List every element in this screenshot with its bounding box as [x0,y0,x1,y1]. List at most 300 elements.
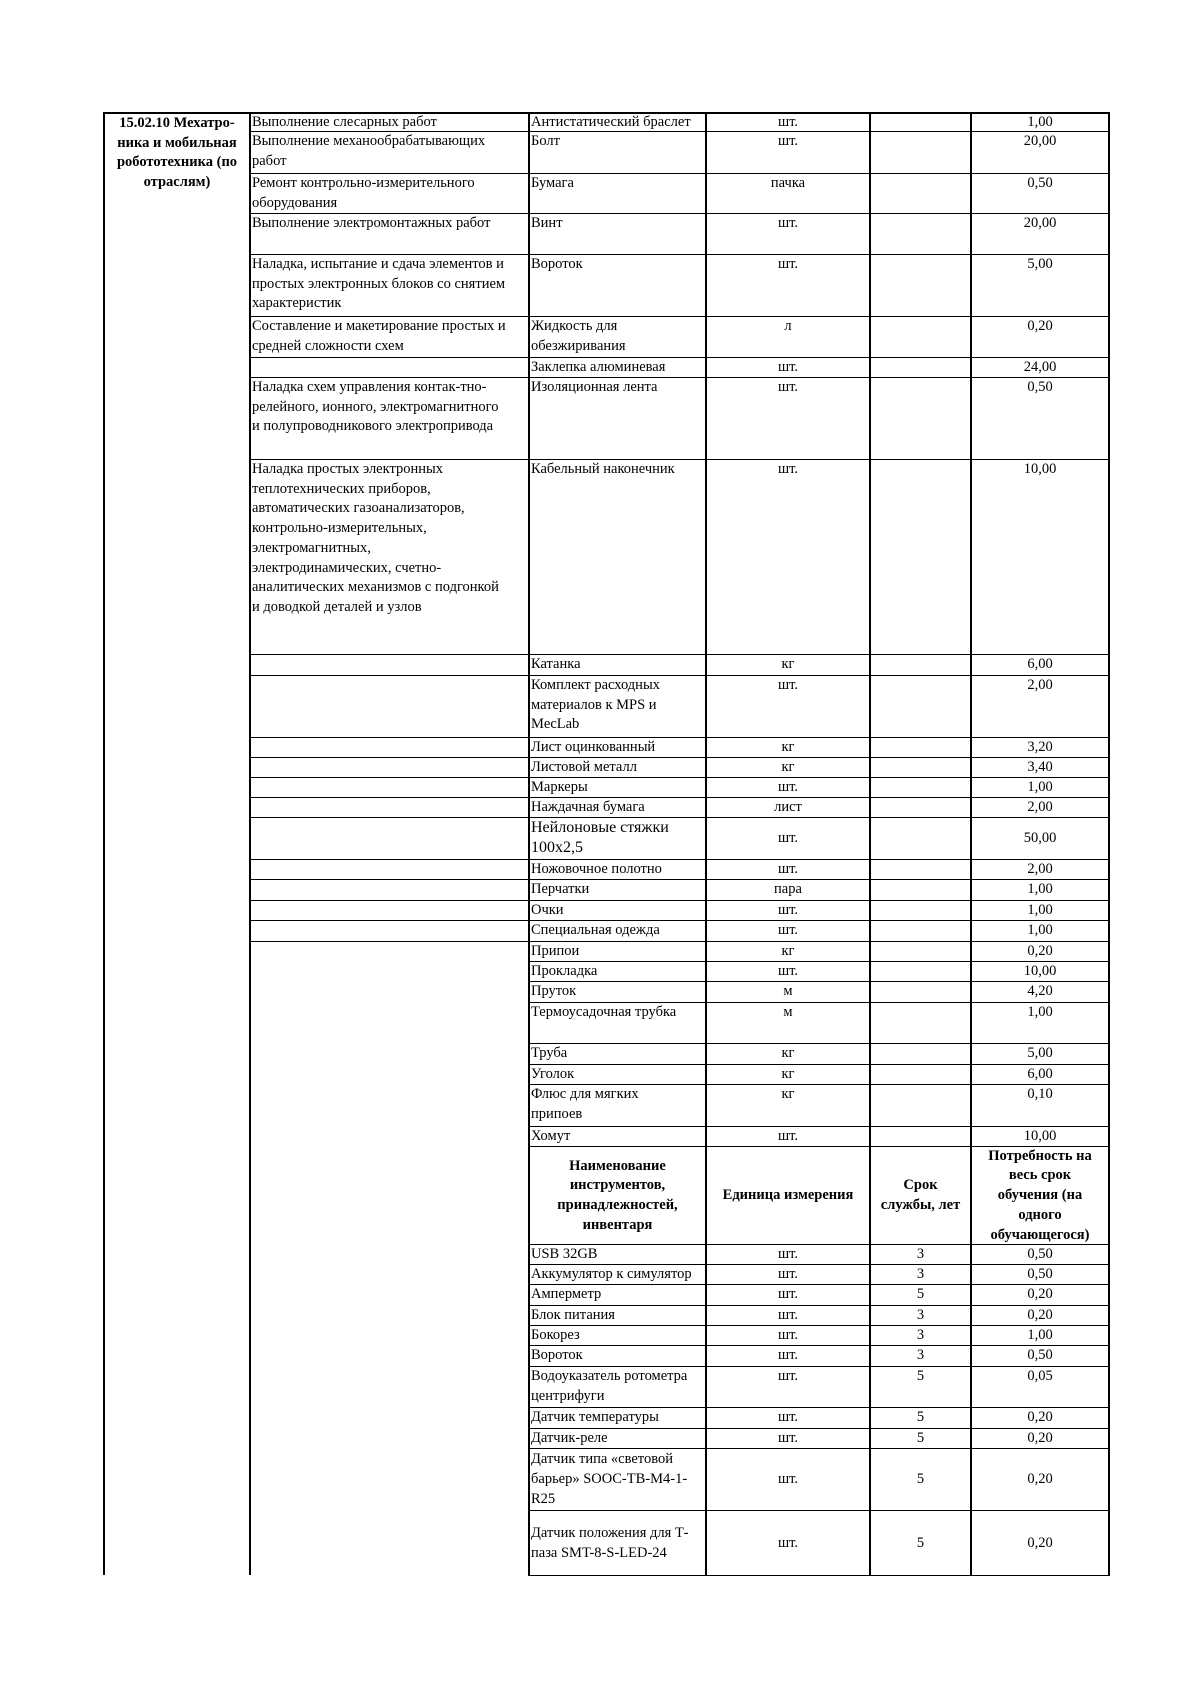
tool-qty-3: 0,20 [1027,1307,1053,1323]
material-unit-23-cell [708,1003,868,1044]
tool-life-1-cell [872,1265,969,1285]
tools-header-name-cell [531,1147,704,1245]
material-qty-17-cell [973,880,1107,901]
tool-life-4-cell [872,1326,969,1346]
material-qty-1-cell [973,132,1107,174]
work-border [249,879,528,880]
material-unit-13: шт. [777,779,799,795]
material-unit-12: кг [781,759,795,775]
material-name-0-cell [531,113,704,132]
material-name-15: Нейлоновые стяжки 100х2,5 [531,819,669,856]
tool-qty-6: 0,05 [1027,1368,1053,1384]
material-unit-6-cell [708,358,868,378]
tool-qty-7-cell [973,1408,1107,1429]
tool-qty-2: 0,20 [1027,1286,1053,1302]
work-item-4-cell [252,255,527,317]
material-qty-23-cell [973,1003,1107,1044]
material-name-2-cell [531,174,704,214]
work-border [249,859,528,860]
material-life-16-cell [872,860,969,880]
tool-life-7: 5 [916,1409,925,1425]
material-name-16-cell [531,860,704,880]
tool-unit-6: шт. [777,1368,799,1384]
tool-life-5-cell [872,1346,969,1367]
material-life-25-cell [872,1065,969,1085]
material-name-23-cell [531,1003,704,1044]
tool-name-2-cell [531,1285,704,1306]
tool-qty-5-cell [973,1346,1107,1367]
material-qty-19-cell [973,921,1107,942]
material-unit-16-cell [708,860,868,880]
tool-qty-0-cell [973,1245,1107,1265]
work-item-5: Составление и макетирование простых и средней сложности схем [252,318,506,354]
material-qty-12-cell [973,758,1107,778]
material-name-10-cell [531,676,704,738]
material-qty-22-cell [973,982,1107,1003]
tool-unit-8-cell [708,1429,868,1449]
material-name-26: Флюс для мягких припоев [531,1086,639,1122]
material-qty-16: 2,00 [1027,861,1053,877]
material-life-0-cell [872,113,969,132]
material-unit-8: шт. [777,461,799,477]
work-item-2-cell [252,174,527,214]
work-item-2: Ремонт контрольно-измерительного оборудования [252,175,475,211]
tool-life-0-cell [872,1245,969,1265]
material-unit-16: шт. [777,861,799,877]
material-unit-1-cell [708,132,868,174]
material-name-5-cell [531,317,704,358]
material-name-7: Изоляционная лента [531,379,658,395]
material-qty-19: 1,00 [1027,922,1053,938]
material-name-12: Листовой металл [531,759,637,775]
tool-name-1: Аккумулятор к симулятор [531,1266,692,1282]
material-name-27: Хомут [531,1128,571,1144]
border-left [103,112,105,1575]
material-qty-16-cell [973,860,1107,880]
tool-name-3: Блок питания [531,1307,615,1323]
material-name-7-cell [531,378,704,460]
tool-unit-5-cell [708,1346,868,1367]
material-unit-0: шт. [777,114,799,130]
material-name-10: Комплект расходных материалов к MPS и MecLab [531,677,660,733]
material-unit-14-cell [708,798,868,818]
material-unit-1: шт. [777,133,799,149]
tool-life-9-cell [872,1449,969,1511]
material-qty-2: 0,50 [1027,175,1053,191]
tools-header-life: Срок службы, лет [880,1177,961,1213]
program-name: 15.02.10 Мехатро- ника и мобильная робототехника (по отраслям) [116,115,238,191]
tool-qty-4-cell [973,1326,1107,1346]
work-item-1: Выполнение механообрабатывающих работ [252,133,486,169]
material-name-21-cell [531,962,704,982]
material-unit-15-cell [708,818,868,860]
material-unit-2-cell [708,174,868,214]
tool-qty-10-cell [973,1511,1107,1576]
material-name-12-cell [531,758,704,778]
tool-qty-9: 0,20 [1027,1471,1053,1488]
material-qty-1: 20,00 [1023,133,1057,149]
material-name-22-cell [531,982,704,1003]
tool-name-0: USB 32GB [531,1246,598,1262]
work-item-3: Выполнение электромонтажных работ [252,215,491,231]
material-name-1: Болт [531,133,560,149]
material-qty-11: 3,20 [1027,739,1053,755]
material-unit-12-cell [708,758,868,778]
material-name-3: Винт [531,215,563,231]
tool-unit-0: шт. [777,1246,799,1262]
tool-unit-2: шт. [777,1286,799,1302]
material-qty-24: 5,00 [1027,1045,1053,1061]
work-item-0-cell [252,113,527,132]
material-name-19-cell [531,921,704,942]
material-name-23: Термоусадочная трубка [531,1004,677,1020]
material-qty-18-cell [973,901,1107,921]
tool-life-1: 3 [916,1266,925,1282]
material-life-7-cell [872,378,969,460]
material-qty-0: 1,00 [1027,114,1053,130]
work-item-5-cell [252,317,527,378]
material-life-26-cell [872,1085,969,1127]
work-item-7: Наладка простых электронных теплотехнических приборов, автоматических газоанализаторов, контрольно-измерительных, электромагнитных, электродинамических, счетно- аналитических механизмов с подгонкой и доводкой деталей и узлов [252,461,499,615]
border-col4 [869,112,871,1575]
material-qty-25-cell [973,1065,1107,1085]
tool-life-6: 5 [916,1368,925,1384]
material-life-12-cell [872,758,969,778]
material-qty-11-cell [973,738,1107,758]
material-unit-24-cell [708,1044,868,1065]
material-name-11-cell [531,738,704,758]
material-qty-10: 2,00 [1027,677,1053,693]
material-unit-24: кг [781,1045,795,1061]
material-qty-26-cell [973,1085,1107,1127]
tool-name-4-cell [531,1326,704,1346]
material-life-19-cell [872,921,969,942]
material-qty-22: 4,20 [1027,983,1053,999]
material-qty-15-cell [973,818,1107,860]
material-unit-17-cell [708,880,868,901]
material-qty-24-cell [973,1044,1107,1065]
material-life-6-cell [872,358,969,378]
tool-name-8: Датчик-реле [531,1430,608,1446]
material-qty-15: 50,00 [1023,830,1057,847]
material-unit-25-cell [708,1065,868,1085]
material-life-4-cell [872,255,969,317]
material-unit-27: шт. [777,1128,799,1144]
border-col2 [528,112,530,1575]
tool-unit-10-cell [708,1511,868,1576]
tool-qty-7: 0,20 [1027,1409,1053,1425]
work-item-0: Выполнение слесарных работ [252,114,437,130]
material-unit-5: л [784,318,792,334]
material-life-14-cell [872,798,969,818]
material-qty-3: 20,00 [1023,215,1057,231]
work-item-1-cell [252,132,527,174]
tool-qty-1: 0,50 [1027,1266,1053,1282]
material-life-21-cell [872,962,969,982]
material-life-8-cell [872,460,969,655]
material-unit-13-cell [708,778,868,798]
tools-header-qty: Потребность на весь срок обучения (на одного обучающегося) [988,1147,1092,1243]
material-qty-27: 10,00 [1023,1128,1057,1144]
material-qty-4: 5,00 [1027,256,1053,272]
tool-qty-1-cell [973,1265,1107,1285]
material-qty-10-cell [973,676,1107,738]
material-unit-3-cell [708,214,868,255]
material-name-24: Труба [531,1045,568,1061]
material-qty-6: 24,00 [1023,359,1057,375]
material-qty-23: 1,00 [1027,1004,1053,1020]
material-name-6: Заклепка алюминевая [531,359,666,375]
material-name-9: Катанка [531,656,581,672]
tool-life-0: 3 [916,1246,925,1262]
material-name-19: Специальная одежда [531,922,660,938]
tool-life-8: 5 [916,1430,925,1446]
material-life-18-cell [872,901,969,921]
material-name-15-cell [531,818,704,860]
tool-unit-9-cell [708,1449,868,1511]
material-name-6-cell [531,358,704,378]
material-life-3-cell [872,214,969,255]
program-name-cell [106,114,248,234]
material-unit-23: м [783,1004,793,1020]
tool-name-1-cell [531,1265,704,1285]
tool-name-5-cell [531,1346,704,1367]
material-unit-17: пара [774,881,802,897]
material-qty-14-cell [973,798,1107,818]
material-name-14: Наждачная бумага [531,799,645,815]
material-unit-3: шт. [777,215,799,231]
tool-name-7: Датчик температуры [531,1409,659,1425]
tools-header-name: Наименование инструментов, принадлежностей, инвентаря [557,1157,678,1233]
tool-name-10: Датчик положения для Т- паза SMT-8-S-LED-24 [531,1524,689,1561]
material-name-3-cell [531,214,704,255]
material-name-17: Перчатки [531,881,590,897]
tool-name-10-cell [531,1511,704,1576]
material-unit-21-cell [708,962,868,982]
material-name-24-cell [531,1044,704,1065]
material-qty-5-cell [973,317,1107,358]
material-unit-4-cell [708,255,868,317]
tool-name-3-cell [531,1306,704,1326]
tool-unit-7: шт. [777,1409,799,1425]
material-qty-21: 10,00 [1023,963,1057,979]
material-qty-7: 0,50 [1027,379,1053,395]
material-qty-8: 10,00 [1023,461,1057,477]
material-name-8: Кабельный наконечник [531,461,675,477]
material-qty-26: 0,10 [1027,1086,1053,1102]
material-qty-20: 0,20 [1027,943,1053,959]
tool-name-7-cell [531,1408,704,1429]
work-border [249,900,528,901]
material-life-13-cell [872,778,969,798]
material-name-13-cell [531,778,704,798]
work-item-4: Наладка, испытание и сдача элементов и простых электронных блоков со снятием характеристик [252,256,506,312]
material-unit-26-cell [708,1085,868,1127]
material-name-8-cell [531,460,704,655]
tools-header-life-cell [872,1147,969,1245]
tool-name-8-cell [531,1429,704,1449]
tool-life-4: 3 [916,1327,925,1343]
material-name-11: Лист оцинкованный [531,739,656,755]
tool-unit-1: шт. [777,1266,799,1282]
tool-unit-4-cell [708,1326,868,1346]
work-item-6-cell [252,378,527,460]
tool-qty-8-cell [973,1429,1107,1449]
material-name-5: Жидкость для обезжиривания [531,318,626,354]
material-name-26-cell [531,1085,704,1127]
material-qty-12: 3,40 [1027,759,1053,775]
work-border [249,675,528,676]
material-qty-5: 0,20 [1027,318,1053,334]
material-unit-22-cell [708,982,868,1003]
work-border [249,757,528,758]
tool-unit-9: шт. [777,1471,799,1488]
tool-name-6-cell [531,1367,704,1408]
material-name-4-cell [531,255,704,317]
material-qty-17: 1,00 [1027,881,1053,897]
material-qty-3-cell [973,214,1107,255]
material-name-9-cell [531,655,704,676]
material-unit-26: кг [781,1086,795,1102]
work-border [249,941,528,942]
material-unit-18-cell [708,901,868,921]
tool-life-3: 3 [916,1307,925,1323]
tool-name-6: Водоуказатель ротометра центрифуги [531,1368,688,1404]
material-life-24-cell [872,1044,969,1065]
material-qty-21-cell [973,962,1107,982]
material-qty-18: 1,00 [1027,902,1053,918]
material-name-17-cell [531,880,704,901]
material-life-20-cell [872,942,969,962]
tool-life-6-cell [872,1367,969,1408]
tools-header-unit-cell [708,1147,868,1245]
tool-qty-8: 0,20 [1027,1430,1053,1446]
tool-life-3-cell [872,1306,969,1326]
material-life-27-cell [872,1127,969,1147]
tool-unit-10: шт. [777,1534,799,1551]
border-col3 [705,112,707,1575]
work-border [249,797,528,798]
material-qty-9-cell [973,655,1107,676]
material-unit-19: шт. [777,922,799,938]
material-unit-0-cell [708,113,868,132]
material-qty-0-cell [973,113,1107,132]
tool-life-10-cell [872,1511,969,1576]
material-name-21: Прокладка [531,963,598,979]
material-qty-13: 1,00 [1027,779,1053,795]
material-life-15-cell [872,818,969,860]
tool-name-2: Амперметр [531,1286,602,1302]
tool-life-10: 5 [916,1534,925,1551]
material-unit-20: кг [781,943,795,959]
material-unit-8-cell [708,460,868,655]
material-unit-10-cell [708,676,868,738]
material-unit-2: пачка [770,175,806,191]
material-qty-27-cell [973,1127,1107,1147]
tool-unit-3: шт. [777,1307,799,1323]
work-item-6: Наладка схем управления контак-тно- релейного, ионного, электромагнитного и полупроводникового электропривода [252,379,499,435]
material-life-11-cell [872,738,969,758]
tool-life-2-cell [872,1285,969,1306]
material-name-13: Маркеры [531,779,588,795]
tool-unit-8: шт. [777,1430,799,1446]
material-unit-5-cell [708,317,868,358]
material-name-0: Антистатический браслет [531,114,691,130]
material-name-2: Бумага [531,175,574,191]
tool-unit-2-cell [708,1285,868,1306]
work-border [249,737,528,738]
material-unit-6: шт. [777,359,799,375]
material-unit-7: шт. [777,379,799,395]
tool-unit-0-cell [708,1245,868,1265]
tool-qty-2-cell [973,1285,1107,1306]
material-unit-11: кг [781,739,795,755]
material-qty-25: 6,00 [1027,1066,1053,1082]
tool-qty-6-cell [973,1367,1107,1408]
material-unit-4: шт. [777,256,799,272]
material-life-9-cell [872,655,969,676]
material-qty-7-cell [973,378,1107,460]
tool-name-4: Бокорез [531,1327,580,1343]
border-col5 [970,112,972,1575]
material-life-1-cell [872,132,969,174]
tool-name-0-cell [531,1245,704,1265]
material-qty-13-cell [973,778,1107,798]
material-name-20-cell [531,942,704,962]
border-col6 [1108,112,1110,1575]
material-name-4: Вороток [531,256,583,272]
material-name-20: Припои [531,943,580,959]
work-border [249,817,528,818]
material-unit-10: шт. [777,677,799,693]
work-border [249,920,528,921]
material-name-25-cell [531,1065,704,1085]
tool-qty-5: 0,50 [1027,1347,1053,1363]
material-name-18-cell [531,901,704,921]
material-unit-20-cell [708,942,868,962]
material-life-10-cell [872,676,969,738]
material-qty-9: 6,00 [1027,656,1053,672]
material-unit-27-cell [708,1127,868,1147]
work-border [249,777,528,778]
tool-life-5: 3 [916,1347,925,1363]
material-qty-2-cell [973,174,1107,214]
tool-qty-9-cell [973,1449,1107,1511]
material-qty-6-cell [973,358,1107,378]
tool-life-8-cell [872,1429,969,1449]
material-unit-18: шт. [777,902,799,918]
tool-unit-6-cell [708,1367,868,1408]
tool-unit-7-cell [708,1408,868,1429]
tool-unit-5: шт. [777,1347,799,1363]
material-qty-20-cell [973,942,1107,962]
material-life-23-cell [872,1003,969,1044]
tool-qty-3-cell [973,1306,1107,1326]
tools-header-unit: Единица измерения [722,1187,854,1204]
tool-qty-10: 0,20 [1027,1534,1053,1551]
tool-unit-3-cell [708,1306,868,1326]
material-name-25: Уголок [531,1066,575,1082]
work-item-7-cell [252,460,527,655]
work-item-3-cell [252,214,527,255]
tool-name-9-cell [531,1449,704,1511]
material-unit-25: кг [781,1066,795,1082]
material-life-22-cell [872,982,969,1003]
border-col1 [249,112,251,1575]
material-name-22: Пруток [531,983,577,999]
tool-life-7-cell [872,1408,969,1429]
material-life-17-cell [872,880,969,901]
